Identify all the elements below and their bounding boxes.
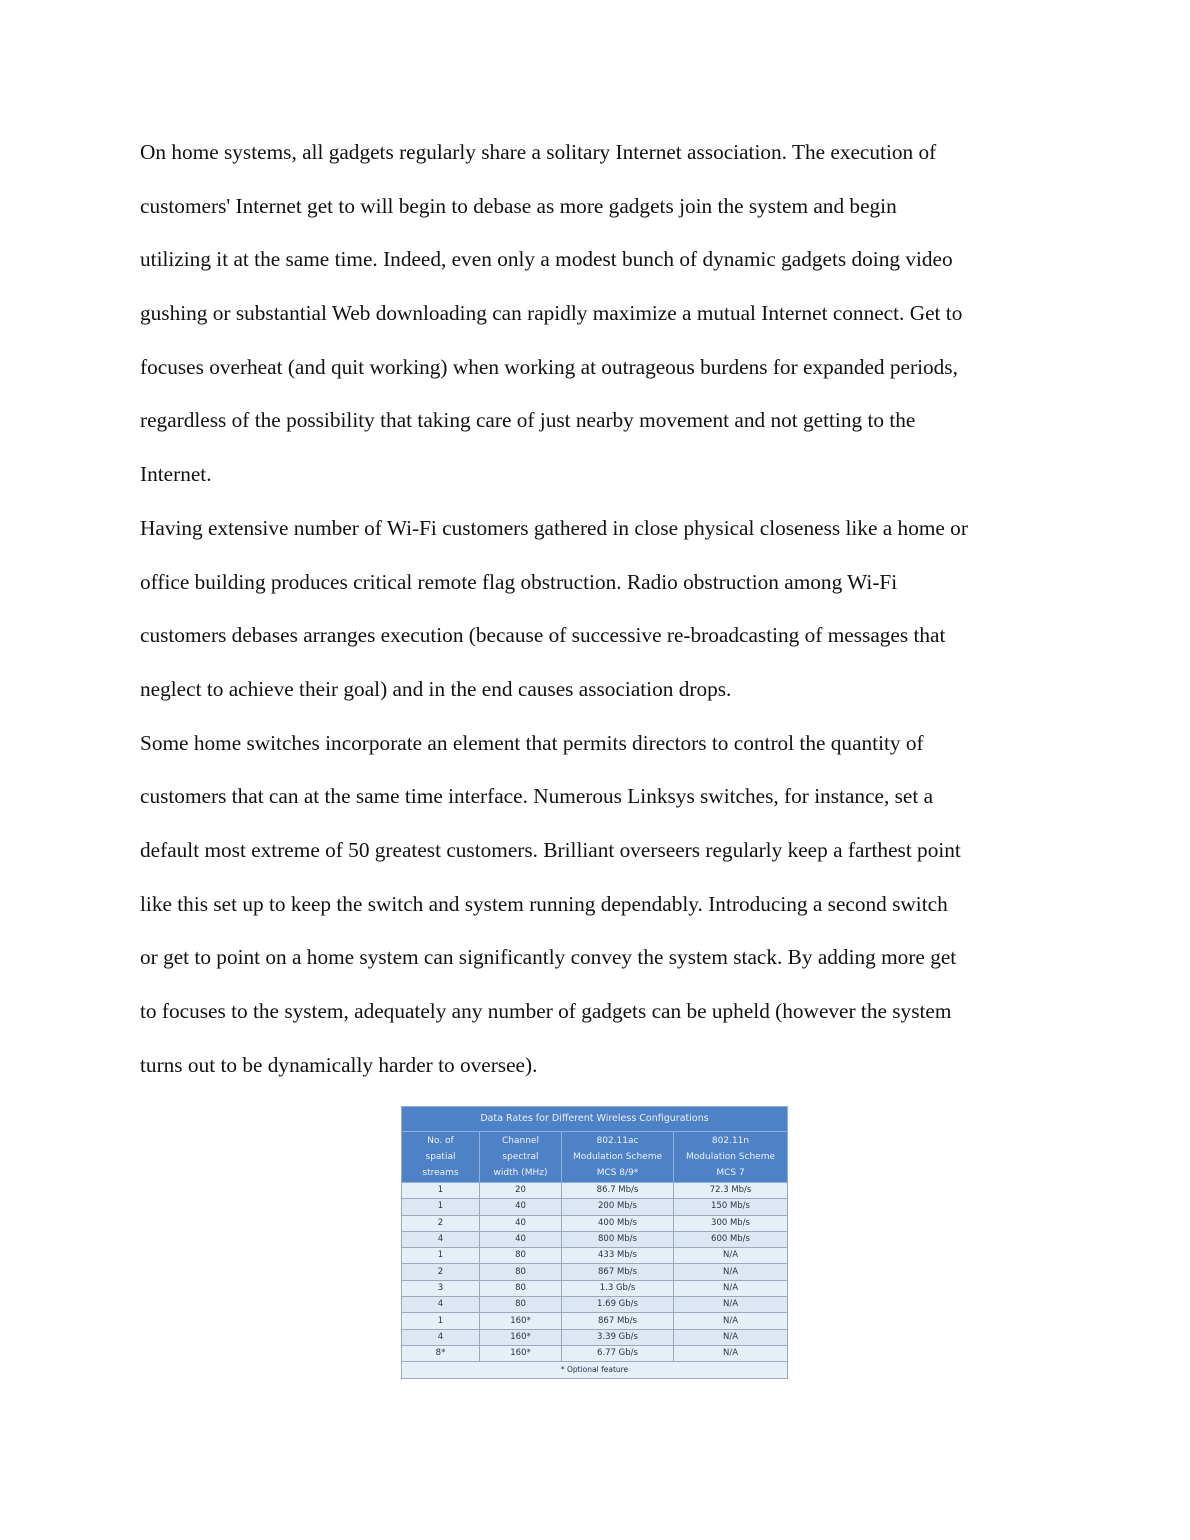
column-header-line: No. of <box>427 1136 454 1146</box>
column-header-line: Modulation Scheme <box>572 1152 662 1162</box>
column-header-line: MCS 8/9* <box>596 1168 639 1178</box>
table-title: Data Rates for Different Wireless Configurations <box>402 1107 788 1132</box>
table-cell: 40 <box>480 1215 562 1231</box>
table-cell: 2 <box>402 1264 480 1280</box>
table-cell: 40 <box>480 1231 562 1247</box>
table-cell: 800 Mb/s <box>562 1231 674 1247</box>
column-header-line: Modulation Scheme <box>686 1152 776 1162</box>
paragraph <box>140 126 1070 502</box>
table-cell: 80 <box>480 1280 562 1296</box>
data-rates-table-figure <box>401 1106 787 1379</box>
table-cell: 4 <box>402 1329 480 1345</box>
table-cell: N/A <box>674 1345 788 1361</box>
table-cell: 6.77 Gb/s <box>562 1345 674 1361</box>
table-cell: 867 Mb/s <box>562 1313 674 1329</box>
table-row <box>402 1280 788 1296</box>
text-line: Internet. <box>140 462 212 487</box>
paragraph <box>140 502 1070 717</box>
text-line: default most extreme of 50 greatest customers. Brilliant overseers regularly keep a farthest point <box>140 837 961 862</box>
table-row <box>402 1297 788 1313</box>
column-header-line: spectral <box>502 1152 539 1162</box>
table-cell: 1.3 Gb/s <box>562 1280 674 1296</box>
column-header-line: spatial <box>425 1152 456 1162</box>
column-header <box>674 1132 788 1183</box>
text-line: or get to point on a home system can significantly convey the system stack. By adding more get <box>140 945 957 970</box>
text-line: customers' Internet get to will begin to debase as more gadgets join the system and begin <box>140 193 897 218</box>
table-cell: 72.3 Mb/s <box>674 1183 788 1199</box>
column-header <box>480 1132 562 1183</box>
text-line: utilizing it at the same time. Indeed, even only a modest bunch of dynamic gadgets doing video <box>140 247 953 272</box>
table-cell: 3 <box>402 1280 480 1296</box>
table-cell: 1 <box>402 1248 480 1264</box>
table-cell: 86.7 Mb/s <box>562 1183 674 1199</box>
text-line: to focuses to the system, adequately any number of gadgets can be upheld (however the system <box>140 999 952 1023</box>
body-text <box>140 126 1070 1092</box>
table-cell: N/A <box>674 1329 788 1345</box>
table-cell: 867 Mb/s <box>562 1264 674 1280</box>
table-cell: 160* <box>480 1329 562 1345</box>
text-line: neglect to achieve their goal) and in the end causes association drops. <box>140 676 732 701</box>
column-header <box>562 1132 674 1183</box>
table-cell: 2 <box>402 1215 480 1231</box>
table-row <box>402 1231 788 1247</box>
text-line: Some home switches incorporate an element that permits directors to control the quantity of <box>140 730 924 755</box>
text-line: Having extensive number of Wi-Fi customers gathered in close physical closeness like a home or <box>140 515 968 540</box>
table-row <box>402 1264 788 1280</box>
text-line: On home systems, all gadgets regularly share a solitary Internet association. The execution of <box>140 140 937 164</box>
table-cell: 1 <box>402 1313 480 1329</box>
column-header <box>402 1132 480 1183</box>
table-cell: N/A <box>674 1297 788 1313</box>
column-header-line: 802.11ac <box>596 1136 639 1146</box>
table-cell: 80 <box>480 1248 562 1264</box>
data-rates-table <box>401 1106 788 1379</box>
text-line: focuses overheat (and quit working) when working at outrageous burdens for expanded periods, <box>140 354 958 379</box>
table-cell: 80 <box>480 1297 562 1313</box>
table-cell: 300 Mb/s <box>674 1215 788 1231</box>
table-row <box>402 1215 788 1231</box>
table-cell: 150 Mb/s <box>674 1199 788 1215</box>
table-cell: 160* <box>480 1345 562 1361</box>
table-cell: 3.39 Gb/s <box>562 1329 674 1345</box>
table-cell: 20 <box>480 1183 562 1199</box>
paragraph <box>140 717 1070 1093</box>
table-row <box>402 1199 788 1215</box>
table-cell: 40 <box>480 1199 562 1215</box>
column-header-line: width (MHz) <box>493 1168 548 1178</box>
text-line: office building produces critical remote flag obstruction. Radio obstruction among Wi-Fi <box>140 569 898 594</box>
table-cell: N/A <box>674 1248 788 1264</box>
text-line: regardless of the possibility that taking care of just nearby movement and not getting to the <box>140 408 916 433</box>
column-header-line: 802.11n <box>711 1136 750 1146</box>
table-cell: 8* <box>402 1345 480 1361</box>
table-cell: 1 <box>402 1199 480 1215</box>
table-cell: 4 <box>402 1297 480 1313</box>
table-cell: 160* <box>480 1313 562 1329</box>
column-header-line: MCS 7 <box>716 1168 745 1178</box>
table-cell: 600 Mb/s <box>674 1231 788 1247</box>
table-cell: 4 <box>402 1231 480 1247</box>
column-header-line: Channel <box>502 1136 539 1146</box>
table-row <box>402 1183 788 1199</box>
text-line: like this set up to keep the switch and system running dependably. Introducing a second switch <box>140 891 948 916</box>
text-line: customers that can at the same time interface. Numerous Linksys switches, for instance, set a <box>140 784 934 809</box>
table-row <box>402 1329 788 1345</box>
table-cell: 1.69 Gb/s <box>562 1297 674 1313</box>
table-row <box>402 1313 788 1329</box>
table-cell: 1 <box>402 1183 480 1199</box>
text-line: customers debases arranges execution (because of successive re-broadcasting of messages that <box>140 623 946 648</box>
table-header-row <box>402 1132 788 1183</box>
text-line: turns out to be dynamically harder to oversee). <box>140 1052 538 1077</box>
table-row <box>402 1345 788 1361</box>
table-cell: 200 Mb/s <box>562 1199 674 1215</box>
table-footnote: * Optional feature <box>402 1362 788 1378</box>
text-line: gushing or substantial Web downloading can rapidly maximize a mutual Internet connect. Get to <box>140 301 963 326</box>
table-cell: 433 Mb/s <box>562 1248 674 1264</box>
table-cell: 80 <box>480 1264 562 1280</box>
table-cell: N/A <box>674 1280 788 1296</box>
table-cell: N/A <box>674 1264 788 1280</box>
table-cell: N/A <box>674 1313 788 1329</box>
column-header-line: streams <box>422 1168 459 1178</box>
table-cell: 400 Mb/s <box>562 1215 674 1231</box>
table-row <box>402 1248 788 1264</box>
